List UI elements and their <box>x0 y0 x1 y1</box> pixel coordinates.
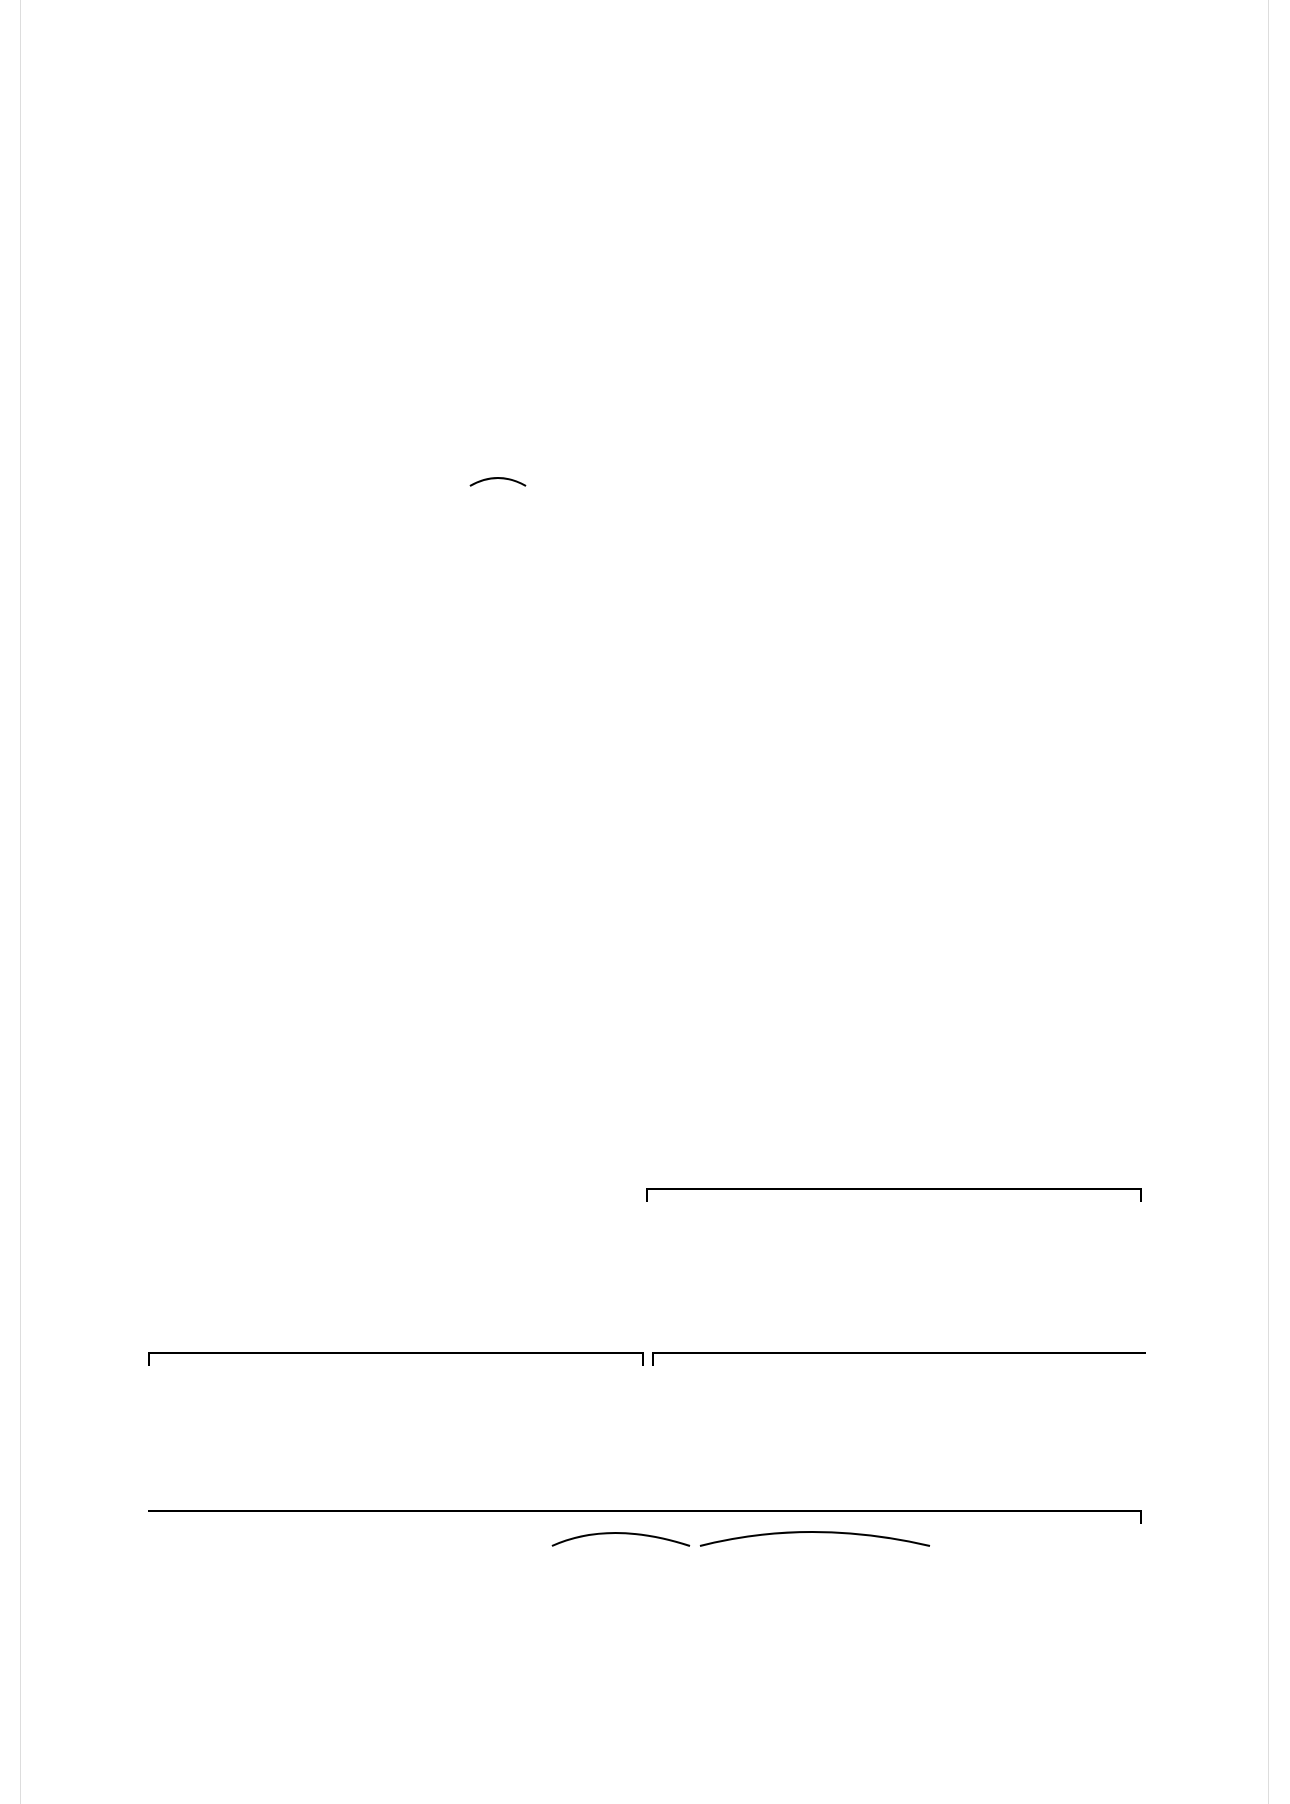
slur <box>470 478 526 486</box>
tie <box>552 1533 690 1546</box>
tie <box>700 1532 930 1546</box>
